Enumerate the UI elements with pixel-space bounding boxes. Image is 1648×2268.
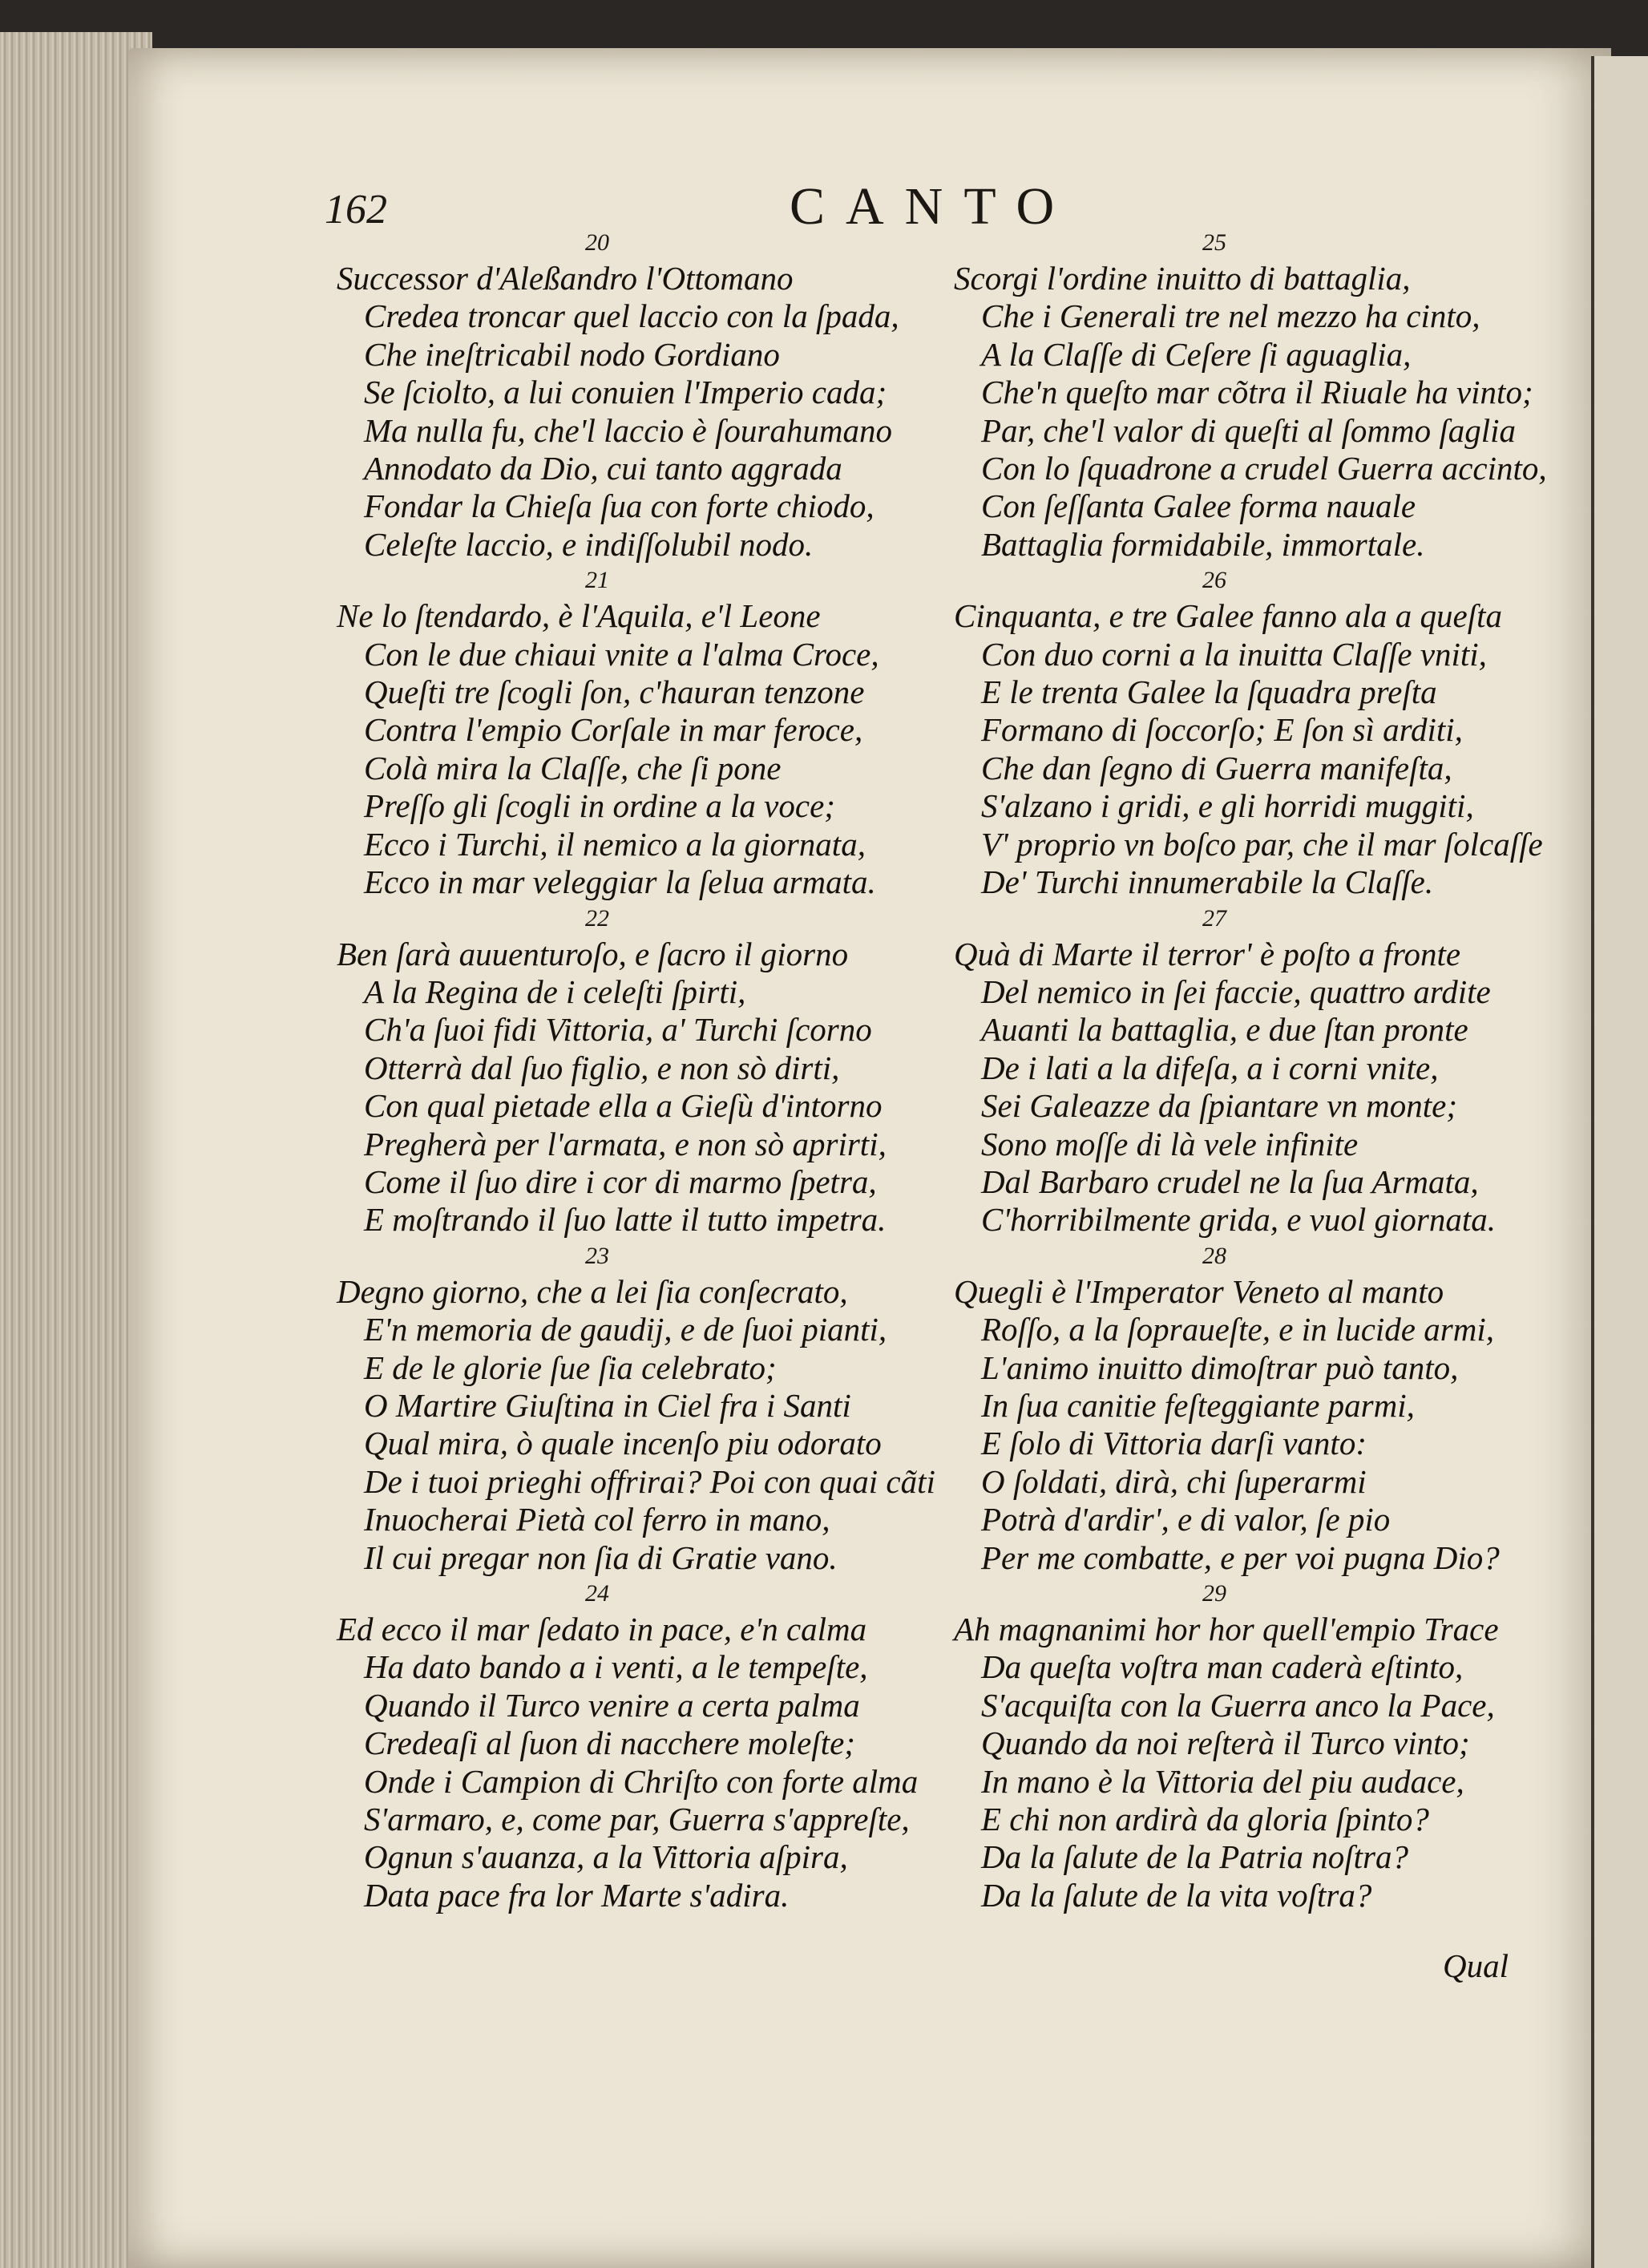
verse-line: Colà mira la Claſſe, che ſi pone: [364, 749, 782, 786]
verse-line: Data pace fra lor Marte s'adira.: [364, 1876, 790, 1914]
stanza-number: 27: [1202, 904, 1226, 932]
verse-line: S'alzano i gridi, e gli horridi muggiti,: [981, 787, 1474, 825]
stanza: [954, 1239, 1579, 1577]
verse-line: Dal Barbaro crudel ne la ſua Armata,: [981, 1162, 1479, 1200]
verse-line: Che ineſtricabil nodo Gordiano: [364, 335, 780, 373]
verse-line: Per me combatte, e per voi pugna Dio?: [981, 1538, 1500, 1576]
verse-line: Quando da noi reſterà il Turco vinto;: [981, 1724, 1470, 1762]
verse-line: Ecco in mar veleggiar la ſelua armata.: [364, 863, 876, 901]
stanza: [337, 1577, 962, 1914]
verse-line: Inuocherai Pietà col ferro in mano,: [364, 1501, 830, 1538]
verse-line: Da queſta voſtra man caderà eſtinto,: [981, 1648, 1464, 1686]
verse-line: Che i Generali tre nel mezzo ha cinto,: [981, 297, 1480, 335]
verse-line: Cinquanta, e tre Galee fanno ala a queſta: [954, 597, 1503, 635]
verse-line: Auanti la battaglia, e due ſtan pronte: [981, 1011, 1468, 1049]
verse-line: E chi non ardirà da gloria ſpinto?: [981, 1801, 1429, 1838]
verse-line: A la Regina de i celeſti ſpirti,: [364, 972, 746, 1010]
stanza: [954, 226, 1579, 564]
stanza-number: 22: [585, 904, 609, 932]
verse-line: Se ſciolto, a lui conuien l'Imperio cada;: [364, 374, 887, 411]
verse-line: De i tuoi prieghi offrirai? Poi con quai cãti: [364, 1462, 935, 1500]
verse-line: E ſolo di Vittoria darſi vanto:: [981, 1425, 1367, 1462]
verse-line: Come il ſuo dire i cor di marmo ſpetra,: [364, 1162, 877, 1200]
left-column: [337, 226, 962, 1914]
verse-line: Che dan ſegno di Guerra manifeſta,: [981, 749, 1452, 786]
stanza-number: 24: [585, 1580, 609, 1607]
right-column: [954, 226, 1579, 1914]
verse-line: Con lo ſquadrone a crudel Guerra accinto,: [981, 450, 1547, 487]
verse-line: Da la ſalute de la Patria noſtra?: [981, 1838, 1408, 1876]
stanza-number: 23: [585, 1242, 609, 1269]
verse-line: Annodato da Dio, cui tanto aggrada: [364, 450, 842, 487]
verse-line: Quegli è l'Imperator Veneto al manto: [954, 1272, 1444, 1310]
verse-line: Da la ſalute de la vita voſtra?: [981, 1876, 1372, 1914]
verse-line: Roſſo, a la ſopraueſte, e in lucide armi,: [981, 1311, 1494, 1348]
stanza: [337, 226, 962, 564]
verse-line: Sei Galeazze da ſpiantare vn monte;: [981, 1087, 1457, 1125]
stanza-number: 25: [1202, 229, 1226, 256]
verse-line: Con qual pietade ella a Gieſù d'intorno: [364, 1087, 883, 1125]
verse-line: C'horribilmente grida, e vuol giornata.: [981, 1201, 1496, 1239]
stanza-number: 28: [1202, 1242, 1226, 1269]
verse-line: O ſoldati, dirà, chi ſuperarmi: [981, 1462, 1367, 1500]
stanza: [337, 564, 962, 901]
verse-line: E'n memoria de gaudij, e de ſuoi pianti,: [364, 1311, 887, 1348]
verse-line: Qual mira, ò quale incenſo piu odorato: [364, 1425, 882, 1462]
verse-line: Ben ſarà auuenturoſo, e ſacro il giorno: [337, 935, 849, 972]
verse-line: Celeſte laccio, e indiſſolubil nodo.: [364, 525, 814, 563]
stanza: [954, 564, 1579, 901]
verse-line: Potrà d'ardir', e di valor, ſe pio: [981, 1501, 1391, 1538]
verse-line: Sono moſſe di là vele infinite: [981, 1125, 1359, 1162]
verse-line: Onde i Campion di Chriſto con forte alma: [364, 1762, 919, 1800]
verse-line: Che'n queſto mar cõtra il Riuale ha vinto;: [981, 374, 1533, 411]
verse-line: Battaglia formidabile, immortale.: [981, 525, 1425, 563]
stanza-number: 20: [585, 229, 609, 256]
verse-line: Ch'a ſuoi fidi Vittoria, a' Turchi ſcorno: [364, 1011, 872, 1049]
verse-line: Credeaſi al ſuon di nacchere moleſte;: [364, 1724, 855, 1762]
verse-line: Credea troncar quel laccio con la ſpada,: [364, 297, 899, 335]
verse-line: Con le due chiaui vnite a l'alma Croce,: [364, 635, 879, 673]
verse-line: E moſtrando il ſuo latte il tutto impetra.: [364, 1201, 887, 1239]
verse-line: A la Claſſe di Ceſere ſi aguaglia,: [981, 335, 1412, 373]
verse-line: De' Turchi innumerabile la Claſſe.: [981, 863, 1434, 901]
verse-line: Fondar la Chieſa ſua con forte chiodo,: [364, 487, 874, 525]
verse-line: Quando il Turco venire a certa palma: [364, 1686, 860, 1724]
verse-line: S'armaro, e, come par, Guerra s'appreſte,: [364, 1801, 910, 1838]
verse-line: Con duo corni a la inuitta Claſſe vniti,: [981, 635, 1487, 673]
verse-line: Del nemico in ſei faccie, quattro ardite: [981, 972, 1491, 1010]
stanza: [337, 1239, 962, 1577]
verse-line: O Martire Giuſtina in Ciel fra i Santi: [364, 1386, 851, 1424]
verse-line: Con ſeſſanta Galee forma nauale: [981, 487, 1416, 525]
verse-line: Preſſo gli ſcogli in ordine a la voce;: [364, 787, 835, 825]
running-title: CANTO: [790, 177, 1076, 236]
verse-line: Degno giorno, che a lei ſia conſecrato,: [337, 1272, 848, 1310]
verse-line: E le trenta Galee la ſquadra preſta: [981, 673, 1437, 711]
catchword: Qual: [1443, 1947, 1509, 1984]
facing-page-edge: [1591, 56, 1648, 2268]
verse-line: Contra l'empio Corſale in mar feroce,: [364, 711, 863, 749]
verse-line: L'animo inuitto dimoſtrar può tanto,: [981, 1348, 1459, 1386]
verse-line: In mano è la Vittoria del piu audace,: [981, 1762, 1464, 1800]
stanza: [954, 1577, 1579, 1914]
verse-line: Queſti tre ſcogli ſon, c'hauran tenzone: [364, 673, 865, 711]
verse-line: Otterrà dal ſuo figlio, e non sò dirti,: [364, 1049, 840, 1086]
verse-line: Quà di Marte il terror' è poſto a fronte: [954, 935, 1461, 972]
stanza: [337, 902, 962, 1239]
verse-line: V' proprio vn boſco par, che il mar ſolcaſſe: [981, 825, 1543, 863]
verse-line: Formano di ſoccorſo; E ſon sì arditi,: [981, 711, 1463, 749]
verse-line: In ſua canitie feſteggiante parmi,: [981, 1386, 1415, 1424]
verse-line: Ne lo ſtendardo, è l'Aquila, e'l Leone: [337, 597, 821, 635]
page-number: 162: [325, 187, 387, 232]
verse-line: Ah magnanimi hor hor quell'empio Trace: [954, 1611, 1499, 1647]
verse-line: Par, che'l valor di queſti al ſommo ſaglia: [981, 411, 1516, 449]
verse-line: Ecco i Turchi, il nemico a la giornata,: [364, 825, 866, 863]
verse-line: E de le glorie ſue ſia celebrato;: [364, 1348, 777, 1386]
verse-line: Il cui pregar non ſia di Gratie vano.: [364, 1538, 838, 1576]
verse-line: Scorgi l'ordine inuitto di battaglia,: [954, 260, 1411, 297]
verse-line: S'acquiſta con la Guerra anco la Pace,: [981, 1686, 1495, 1724]
verse-line: Ha dato bando a i venti, a le tempeſte,: [364, 1648, 868, 1686]
verse-line: Pregherà per l'armata, e non sò aprirti,: [364, 1125, 887, 1162]
stanza-number: 21: [585, 567, 609, 594]
stanza: [954, 902, 1579, 1239]
stanza-number: 26: [1202, 567, 1226, 594]
verse-line: Successor d'Aleßandro l'Ottomano: [337, 260, 794, 297]
verse-line: De i lati a la difeſa, a i corni vnite,: [981, 1049, 1439, 1086]
verse-line: Ed ecco il mar ſedato in pace, e'n calma: [337, 1611, 867, 1647]
stanza-number: 29: [1202, 1580, 1226, 1607]
verse-line: Ognun s'auanza, a la Vittoria aſpira,: [364, 1838, 848, 1876]
verse-line: Ma nulla fu, che'l laccio è ſourahumano: [364, 411, 892, 449]
